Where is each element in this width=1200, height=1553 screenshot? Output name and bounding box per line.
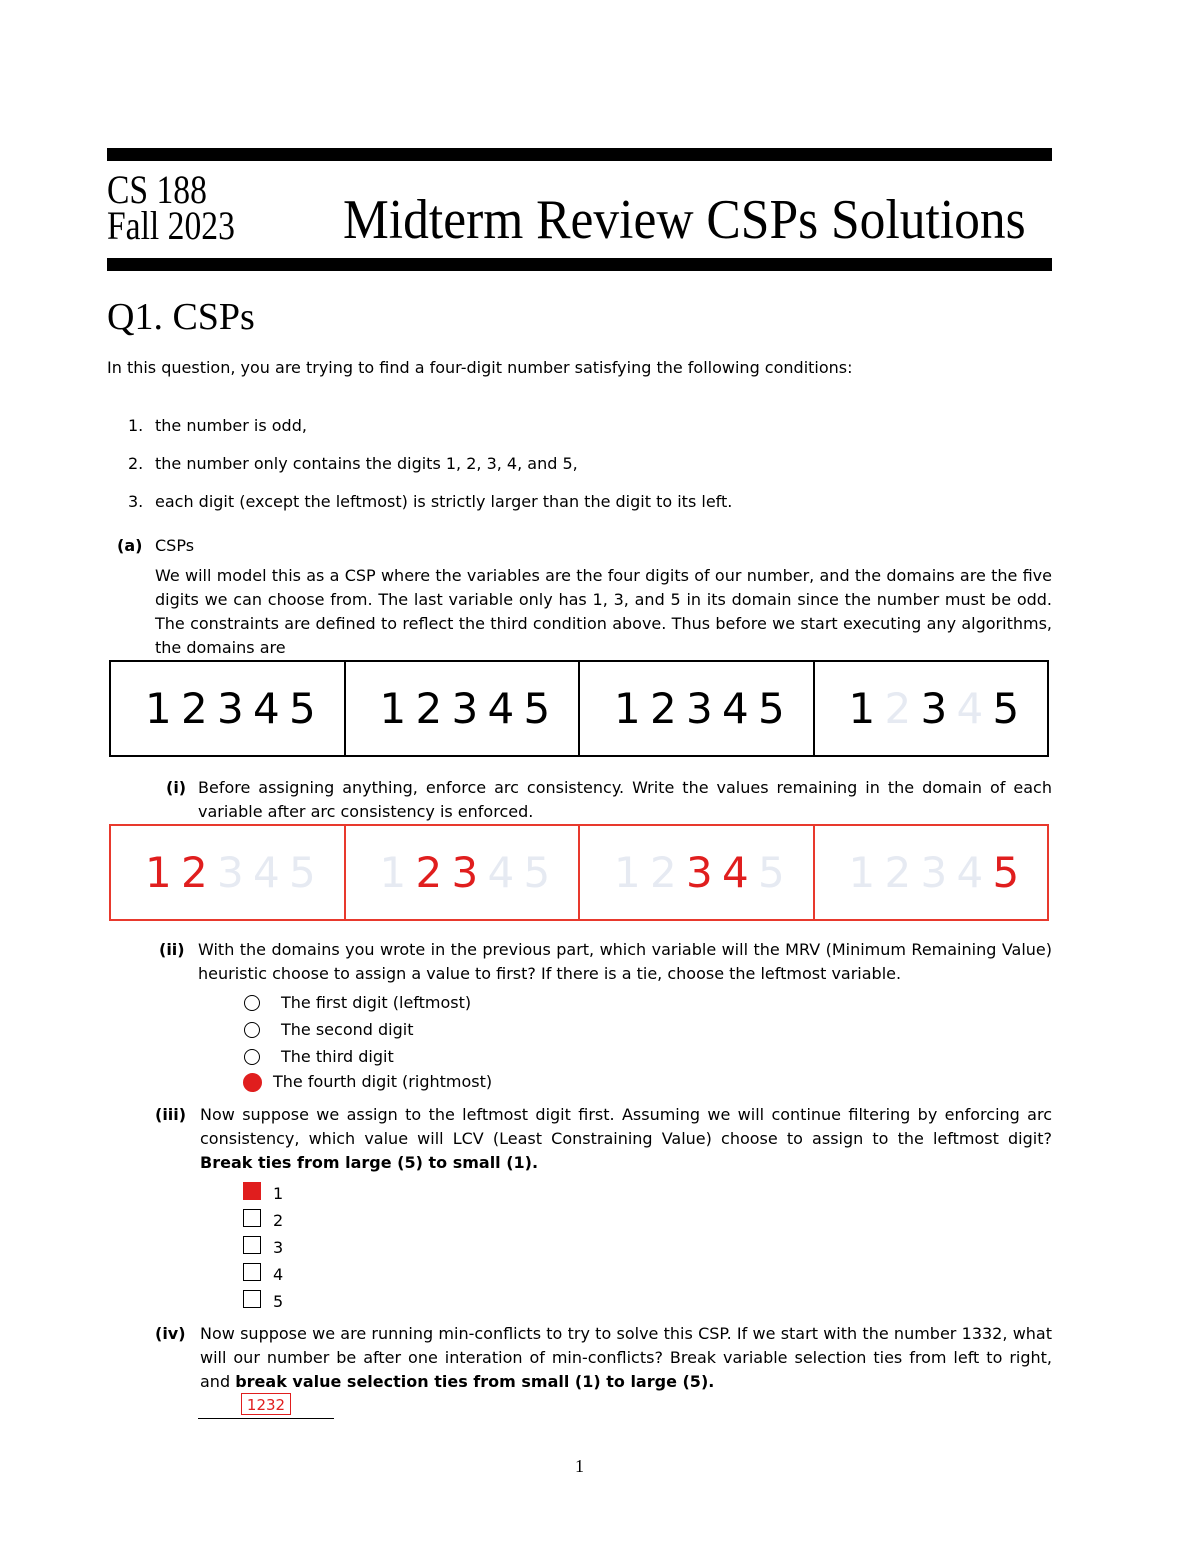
checkbox-label: 4 [273,1265,284,1284]
radio-label: The third digit [281,1047,394,1066]
page-number: 1 [575,1456,584,1476]
course-code: CS 188 [107,167,207,212]
domain-digit: 4 [722,848,751,897]
question-i-label: (i) [166,778,187,797]
domain-digit: 3 [217,848,246,897]
radio-label: The fourth digit (rightmost) [273,1072,493,1091]
domain-digit: 3 [920,848,950,897]
condition-number: 1. [128,416,144,435]
radio-third-digit[interactable] [244,1049,260,1065]
domain-digit: 1 [145,684,174,733]
domain-digit: 4 [956,848,986,897]
answer-domain-cell [578,826,813,919]
domain-digit: 4 [487,684,517,733]
domain-digit: 2 [650,848,679,897]
condition-number: 2. [128,454,144,473]
domain-digit: 3 [451,848,481,897]
domain-digit: 2 [181,684,210,733]
radio-label: The first digit (leftmost) [281,993,472,1012]
domain-digit: 4 [253,684,282,733]
checkbox-label: 2 [273,1211,284,1230]
question-iii-label: (iii) [155,1105,187,1124]
answer-domain-table [109,824,1049,921]
domain-digit: 5 [289,684,318,733]
domain-digit: 3 [920,684,950,733]
answer-domain-cell [111,826,344,919]
course-term: Fall 2023 [107,203,235,248]
question-iv-label: (iv) [155,1324,186,1343]
question-iii-text: Now suppose we assign to the leftmost digit first. Assuming we will continue filtering by enforcing arc consistency, which value will LCV (Least Constraining Value) choose to assign to the leftmost digit? Break ties from large (5) to small (1). [200,1105,1052,1172]
domain-digit: 2 [884,684,914,733]
question-ii-label: (ii) [159,940,185,959]
domain-cell [111,662,344,755]
domain-digit: 5 [523,848,553,897]
domain-digit: 5 [758,684,787,733]
domain-digit: 2 [415,684,445,733]
domain-digit: 3 [686,848,715,897]
checkbox-3[interactable] [243,1236,261,1254]
condition-text: the number only contains the digits 1, 2, 3, 4, and 5, [155,454,578,473]
domain-digit: 4 [722,684,751,733]
header-rule-top [107,148,1052,161]
question-i-text: Before assigning anything, enforce arc consistency. Write the values remaining in the domain of each variable after arc consistency is enforced. [198,778,1052,821]
domain-digit: 3 [451,684,481,733]
checkbox-1-selected[interactable] [243,1182,261,1200]
domain-digit: 2 [884,848,914,897]
domain-digit: 3 [686,684,715,733]
domain-digit: 4 [253,848,282,897]
answer-underline [198,1418,334,1419]
domain-digit: 1 [848,684,878,733]
domain-digit: 4 [487,848,517,897]
radio-second-digit[interactable] [244,1022,260,1038]
domain-digit: 5 [523,684,553,733]
answer-box[interactable]: 1232 [241,1393,291,1415]
domain-digit: 1 [848,848,878,897]
domain-digit: 1 [614,848,643,897]
section-title: Q1. CSPs [107,296,255,338]
domain-cell [344,662,579,755]
condition-number: 3. [128,492,144,511]
domain-digit: 5 [758,848,787,897]
checkbox-label: 3 [273,1238,284,1257]
condition-text: each digit (except the leftmost) is strictly larger than the digit to its left. [155,492,733,511]
domain-cell [813,662,1048,755]
domain-digit: 2 [181,848,210,897]
answer-domain-cell [344,826,579,919]
part-a-label: (a) [117,536,143,555]
checkbox-label: 1 [273,1184,284,1203]
part-a-description: We will model this as a CSP where the variables are the four digits of our number, and the domains are the five digits we can choose from. The last variable only has 1, 3, and 5 in its domain since the number must be odd. The constraints are defined to reflect the third condition above. Thus before we start executing any algorithms, the domains are [155,566,1052,657]
initial-domain-table [109,660,1049,757]
intro-text: In this question, you are trying to find a four-digit number satisfying the following conditions: [107,358,853,377]
domain-digit: 1 [379,848,409,897]
domain-digit: 5 [992,848,1022,897]
domain-digit: 3 [217,684,246,733]
domain-digit: 4 [956,684,986,733]
domain-digit: 2 [650,684,679,733]
domain-digit: 1 [614,684,643,733]
radio-label: The second digit [281,1020,414,1039]
question-ii-text: With the domains you wrote in the previous part, which variable will the MRV (Minimum Remaining Value) heuristic choose to assign a value to first? If there is a tie, choose the leftmost variable. [198,940,1052,983]
domain-digit: 5 [992,684,1022,733]
domain-cell [578,662,813,755]
domain-digit: 1 [379,684,409,733]
part-a-title: CSPs [155,536,195,555]
domain-digit: 5 [289,848,318,897]
condition-text: the number is odd, [155,416,307,435]
answer-domain-cell [813,826,1048,919]
document-title: Midterm Review CSPs Solutions [343,189,1026,251]
radio-first-digit[interactable] [244,995,260,1011]
radio-fourth-digit-selected[interactable] [243,1073,262,1092]
checkbox-4[interactable] [243,1263,261,1281]
domain-digit: 1 [145,848,174,897]
question-iv-text: Now suppose we are running min-conflicts to try to solve this CSP. If we start with the number 1332, what will our number be after one interation of min-conflicts? Break variable selection ties from left to right, and break value selection ties from small (1) to large (5). [200,1324,1052,1391]
checkbox-5[interactable] [243,1290,261,1308]
checkbox-label: 5 [273,1292,284,1311]
header-rule-bottom [107,258,1052,271]
domain-digit: 2 [415,848,445,897]
checkbox-2[interactable] [243,1209,261,1227]
